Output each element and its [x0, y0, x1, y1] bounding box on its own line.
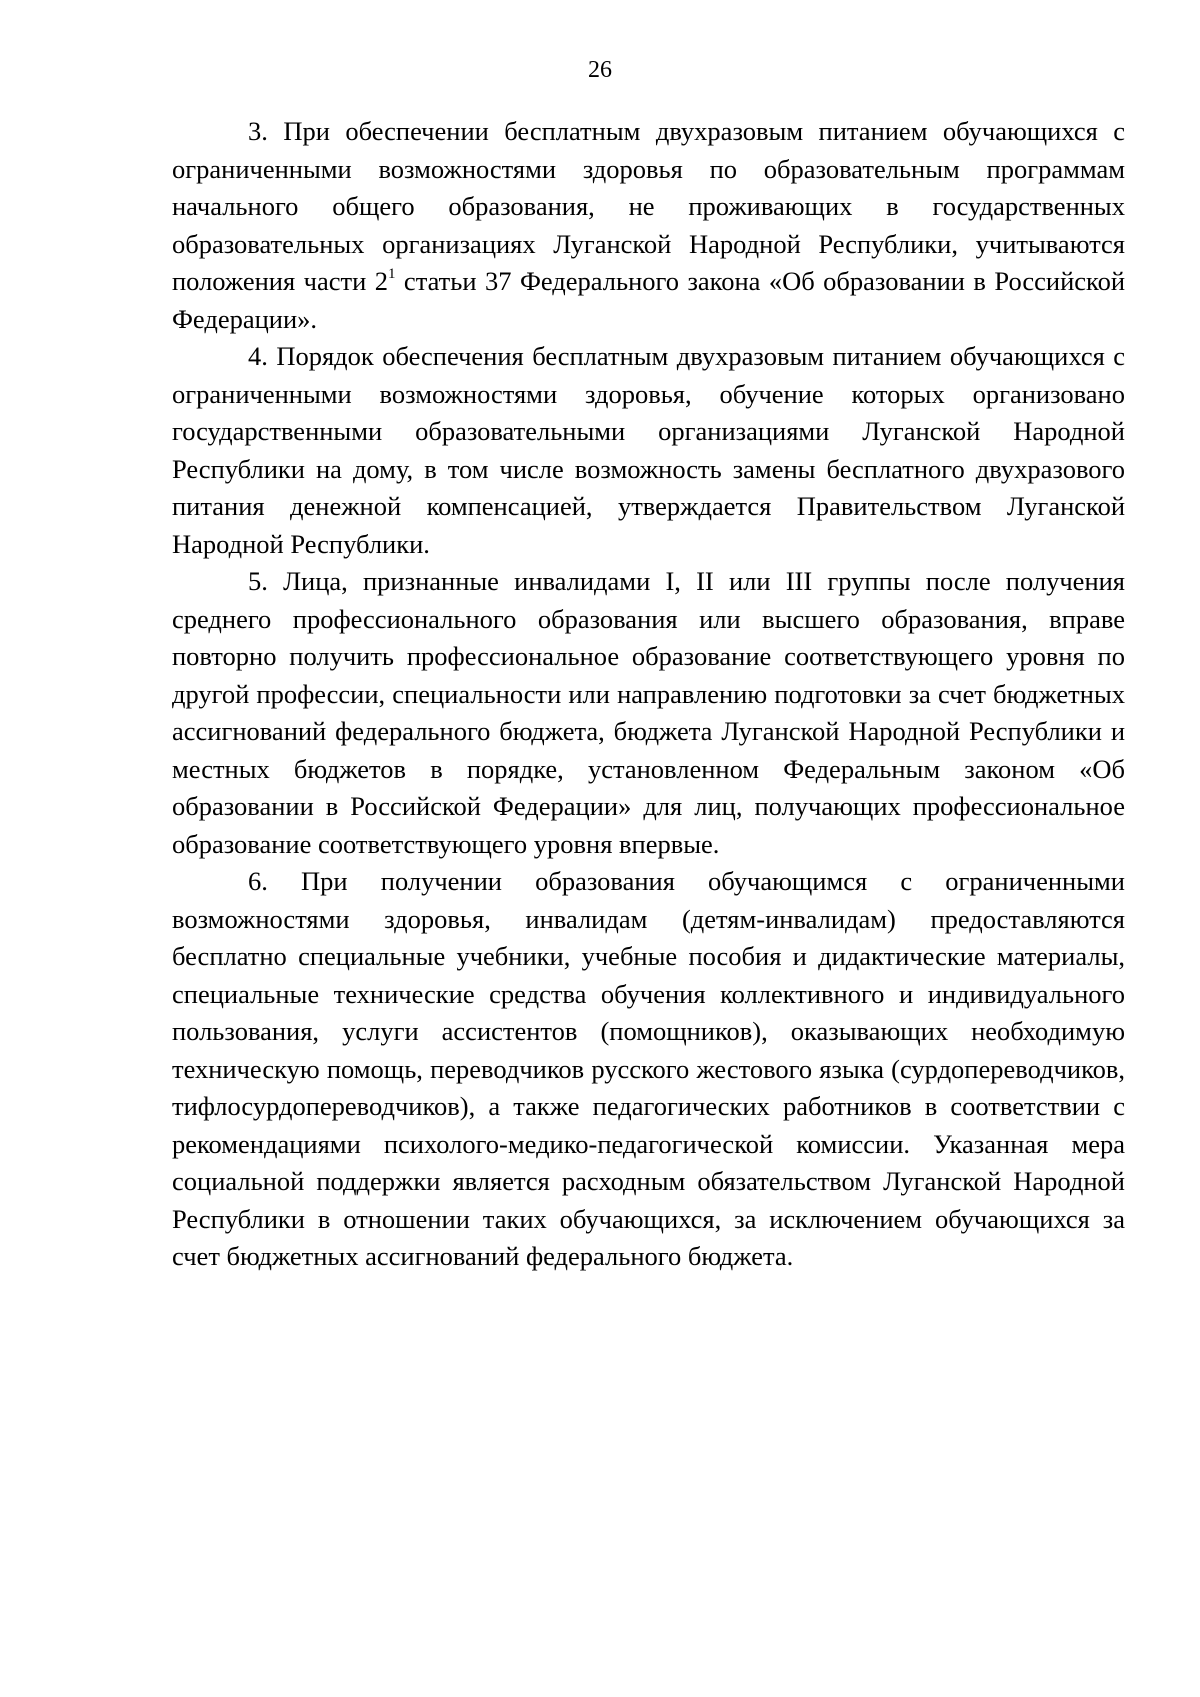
- document-body: [172, 113, 1125, 1276]
- page-number: 26: [588, 57, 612, 83]
- paragraph-5: 5. Лица, признанные инвалидами I, II или III группы после получения среднего профессионального образования или высшего образования, вправе повторно получить профессиональное образование соответствующего уровня по другой профессии, специальности или направлению подготовки за счет бюджетных ассигнований федерального бюджета, бюджета Луганской Народной Республики и местных бюджетов в порядке, установленном Федеральным законом «Об образовании в Российской Федерации» для лиц, получающих профессиональное образование соответствующего уровня впервые.: [172, 566, 1125, 859]
- superscript: 1: [387, 266, 396, 282]
- paragraph-3-text-end: статьи 37 Федерального закона «Об образовании в Российской Федерации».: [172, 266, 1125, 334]
- paragraph-3: [172, 113, 1125, 338]
- paragraph-6: 6. При получении образования обучающимся с ограниченными возможностями здоровья, инвалидам (детям-инвалидам) предоставляются бесплатно специальные учебники, учебные пособия и дидактические материалы, специальные технические средства обучения коллективного и индивидуального пользования, услуги ассистентов (помощников), оказывающих необходимую техническую помощь, переводчиков русского жестового языка (сурдопереводчиков, тифлосурдопереводчиков), а также педагогических работников в соответствии с рекомендациями психолого-медико-педагогической комиссии. Указанная мера социальной поддержки является расходным обязательством Луганской Народной Республики в отношении таких обучающихся, за исключением обучающихся за счет бюджетных ассигнований федерального бюджета.: [172, 866, 1125, 1271]
- paragraph-3-text-start: 3. При обеспечении бесплатным двухразовым питанием обучающихся с ограниченными возможностями здоровья по образовательным программам начального общего образования, не проживающих в государственных образовательных организациях Луганской Народной Республики, учитываются положения части 2: [172, 116, 1125, 296]
- paragraph-4: 4. Порядок обеспечения бесплатным двухразовым питанием обучающихся с ограниченными возможностями здоровья, обучение которых организовано государственными образовательными организациями Луганской Народной Республики на дому, в том числе возможность замены бесплатного двухразового питания денежной компенсацией, утверждается Правительством Луганской Народной Республики.: [172, 341, 1125, 559]
